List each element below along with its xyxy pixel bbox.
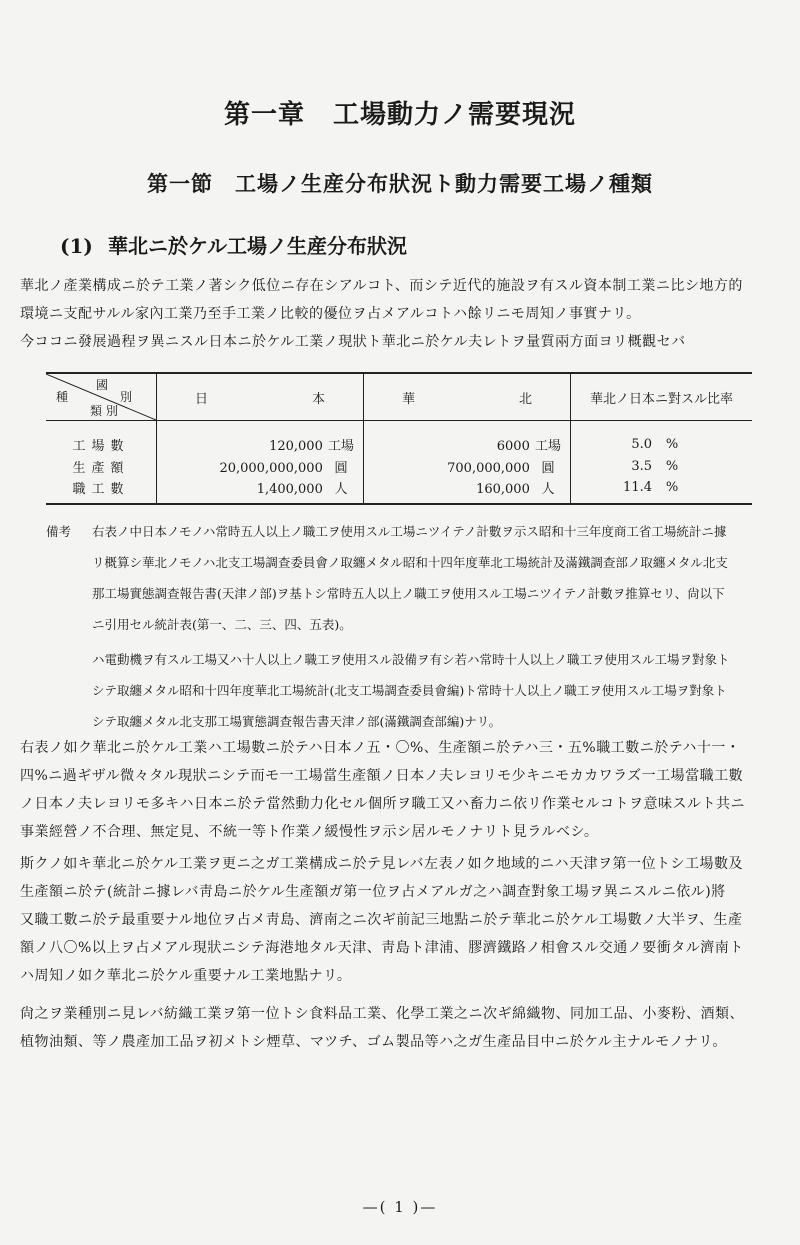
table-header-row	[46, 373, 752, 421]
intro-lead-paragraph	[20, 328, 784, 356]
japan-value: 120,000 工場	[157, 421, 364, 455]
row-label: 職工數	[72, 482, 130, 497]
text-line: ノ日本ノ夫レヨリモ多キハ日本ニ於テ當然動力化セル個所ヲ職工又ハ畜力ニ依リ作業セルコトヲ意味スルト共ニ	[20, 796, 745, 812]
section-title	[0, 168, 800, 198]
text-line: 右表ノ中日本ノモノハ常時五人以上ノ職工ヲ使用スル工場ニツイテノ計數ヲ示ス昭和十三年度商工省工場統計ニ據	[92, 524, 727, 539]
text-line: 環境ニ支配サルル家內工業乃至手工業ノ比較的優位ヲ占メアルコトハ餘リニモ周知ノ事實ナリ。	[20, 306, 641, 322]
text-line: 斯クノ如キ華北ニ於ケル工業ヲ更ニ之ガ工業構成ニ於テ見レバ左表ノ如ク地域的ニハ天津ヲ第一位トシ工場數及	[20, 856, 744, 872]
chapter-number: 第一章	[223, 100, 305, 130]
page-number: —( 1 )—	[362, 1198, 438, 1216]
text-line: ハ電動機ヲ有スル工場又ハ十人以上ノ職工ヲ使用スル設備ヲ有シ若ハ常時十人以上ノ職工ヲ使用スル工場ヲ對象ト	[92, 652, 730, 667]
north-china-value: 700,000,000 圓	[364, 454, 571, 478]
corner-label-type: 種	[56, 390, 69, 404]
table-row	[46, 421, 752, 455]
ratio-value: 11.4 %	[571, 478, 753, 504]
japan-value: 20,000,000,000 圓	[157, 454, 364, 478]
text-line: 額ノ八〇%以上ヲ占メアル現狀ニシテ海港地タル天津、靑島ト津浦、膠濟鐵路ノ相會スル交通ノ要衝タル濟南ト	[20, 940, 744, 956]
remarks-label: 備考	[46, 524, 72, 539]
chapter-title	[0, 94, 800, 131]
body-paragraph	[20, 1000, 784, 1056]
table-row	[46, 454, 752, 478]
text-line: 生產額ニ於テ(統計ニ據レバ靑島ニ於ケル生產額ガ第一位ヲ占メアルガ之ハ調查對象工場ヲ異ニスルニ依ル)將	[20, 884, 726, 900]
north-china-value: 6000 工場	[364, 421, 571, 455]
column-header-ratio: 華北ノ日本ニ對スル比率	[571, 373, 753, 421]
text-line: 今ココニ發展過程ヲ異ニスル日本ニ於ケル工業ノ現狀ト華北ニ於ケル夫レトヲ量質兩方面ヨリ概觀セバ	[20, 334, 686, 350]
body-paragraph	[20, 734, 784, 846]
text-line: ハ周知ノ如ク華北ニ於ケル重要ナル工業地點ナリ。	[20, 968, 352, 984]
text-line: 又職工數ニ於テ最重要ナル地位ヲ占メ靑島、濟南之ニ次ギ前記三地點ニ於テ華北ニ於ケル工場數ノ大半ヲ、生產	[20, 912, 743, 928]
subsection-heading: 華北ニ於ケル工場ノ生産分布狀況	[108, 234, 407, 258]
ratio-value: 3.5 %	[571, 454, 753, 478]
text-line: 事業經營ノ不合理、無定見、不統一等ト作業ノ緩慢性ヲ示シ居ルモノナリト見ラルベシ。	[20, 824, 599, 840]
text-line: 那工場實態調查報告書(天津ノ部)ヲ基トシ常時五人以上ノ職工ヲ使用スル工場ニツイテノ計數ヲ推算セリ、尙以下	[92, 586, 725, 601]
japan-value: 1,400,000 人	[157, 478, 364, 504]
row-label: 生產額	[72, 460, 130, 476]
text-line: シテ取纏メタル昭和十四年度華北工場統計(北支工場調查委員會編)ト常時十人以上ノ職工ヲ使用スル工場ヲ對象ト	[92, 683, 727, 698]
subsection-number: (1)	[60, 234, 93, 258]
body-paragraph	[20, 850, 784, 990]
text-line: ニ引用セル統計表(第一、二、三、四、五表)。	[92, 617, 352, 632]
text-line: シテ取纏メタル北支那工場實態調查報告書天津ノ部(滿鐵調查部編)ナリ。	[92, 714, 502, 729]
table-row	[46, 478, 752, 504]
subsection-title	[60, 230, 407, 259]
corner-label-category: 類 別	[90, 404, 118, 418]
text-line: 植物油類、等ノ農產加工品ヲ初メトシ煙草、マツチ、ゴム製品等ハ之ガ生產品目中ニ於ケル主ナルモノナリ。	[20, 1034, 727, 1050]
north-china-value: 160,000 人	[364, 478, 571, 504]
text-line: 尙之ヲ業種別ニ見レバ紡織工業ヲ第一位トシ食料品工業、化學工業之ニ次ギ綿織物、同加工品、小麥粉、酒類、	[20, 1006, 745, 1022]
text-line: 華北ノ產業構成ニ於テ工業ノ著シク低位ニ存在シアルコト、而シテ近代的施設ヲ有スル資本制工業ニ比シ地方的	[20, 278, 743, 294]
chapter-heading: 工場動力ノ需要現況	[333, 100, 577, 130]
corner-header	[46, 373, 157, 421]
row-label: 工場數	[72, 439, 130, 454]
column-header-north-china: 華 北	[364, 373, 571, 421]
intro-paragraph	[20, 272, 784, 328]
text-line: リ概算シ華北ノモノハ北支工場調查委員會ノ取纏メタル昭和十四年度華北工場統計及滿鐵調查部ノ取纏メタル北支	[92, 555, 728, 570]
ratio-value: 5.0 %	[571, 421, 753, 455]
corner-label-betsu: 別	[120, 390, 133, 404]
industry-comparison-table	[46, 372, 752, 505]
section-heading: 工場ノ生産分布狀況ト動力需要工場ノ種類	[235, 171, 653, 196]
text-line: 右表ノ如ク華北ニ於ケル工業ハ工場數ニ於テハ日本ノ五・〇%、生產額ニ於テハ三・五%職工數ニ於テハ十一・	[20, 740, 741, 756]
corner-label-country: 國	[96, 378, 109, 392]
column-header-japan: 日 本	[157, 373, 364, 421]
section-number: 第一節	[147, 171, 213, 196]
remarks-body	[92, 516, 792, 737]
text-line: 四%ニ過ギザル微々タル現狀ニシテ而モ一工場當生產額ノ日本ノ夫レヨリモ少キニモカカワラズ一工場當職工數	[20, 768, 744, 784]
